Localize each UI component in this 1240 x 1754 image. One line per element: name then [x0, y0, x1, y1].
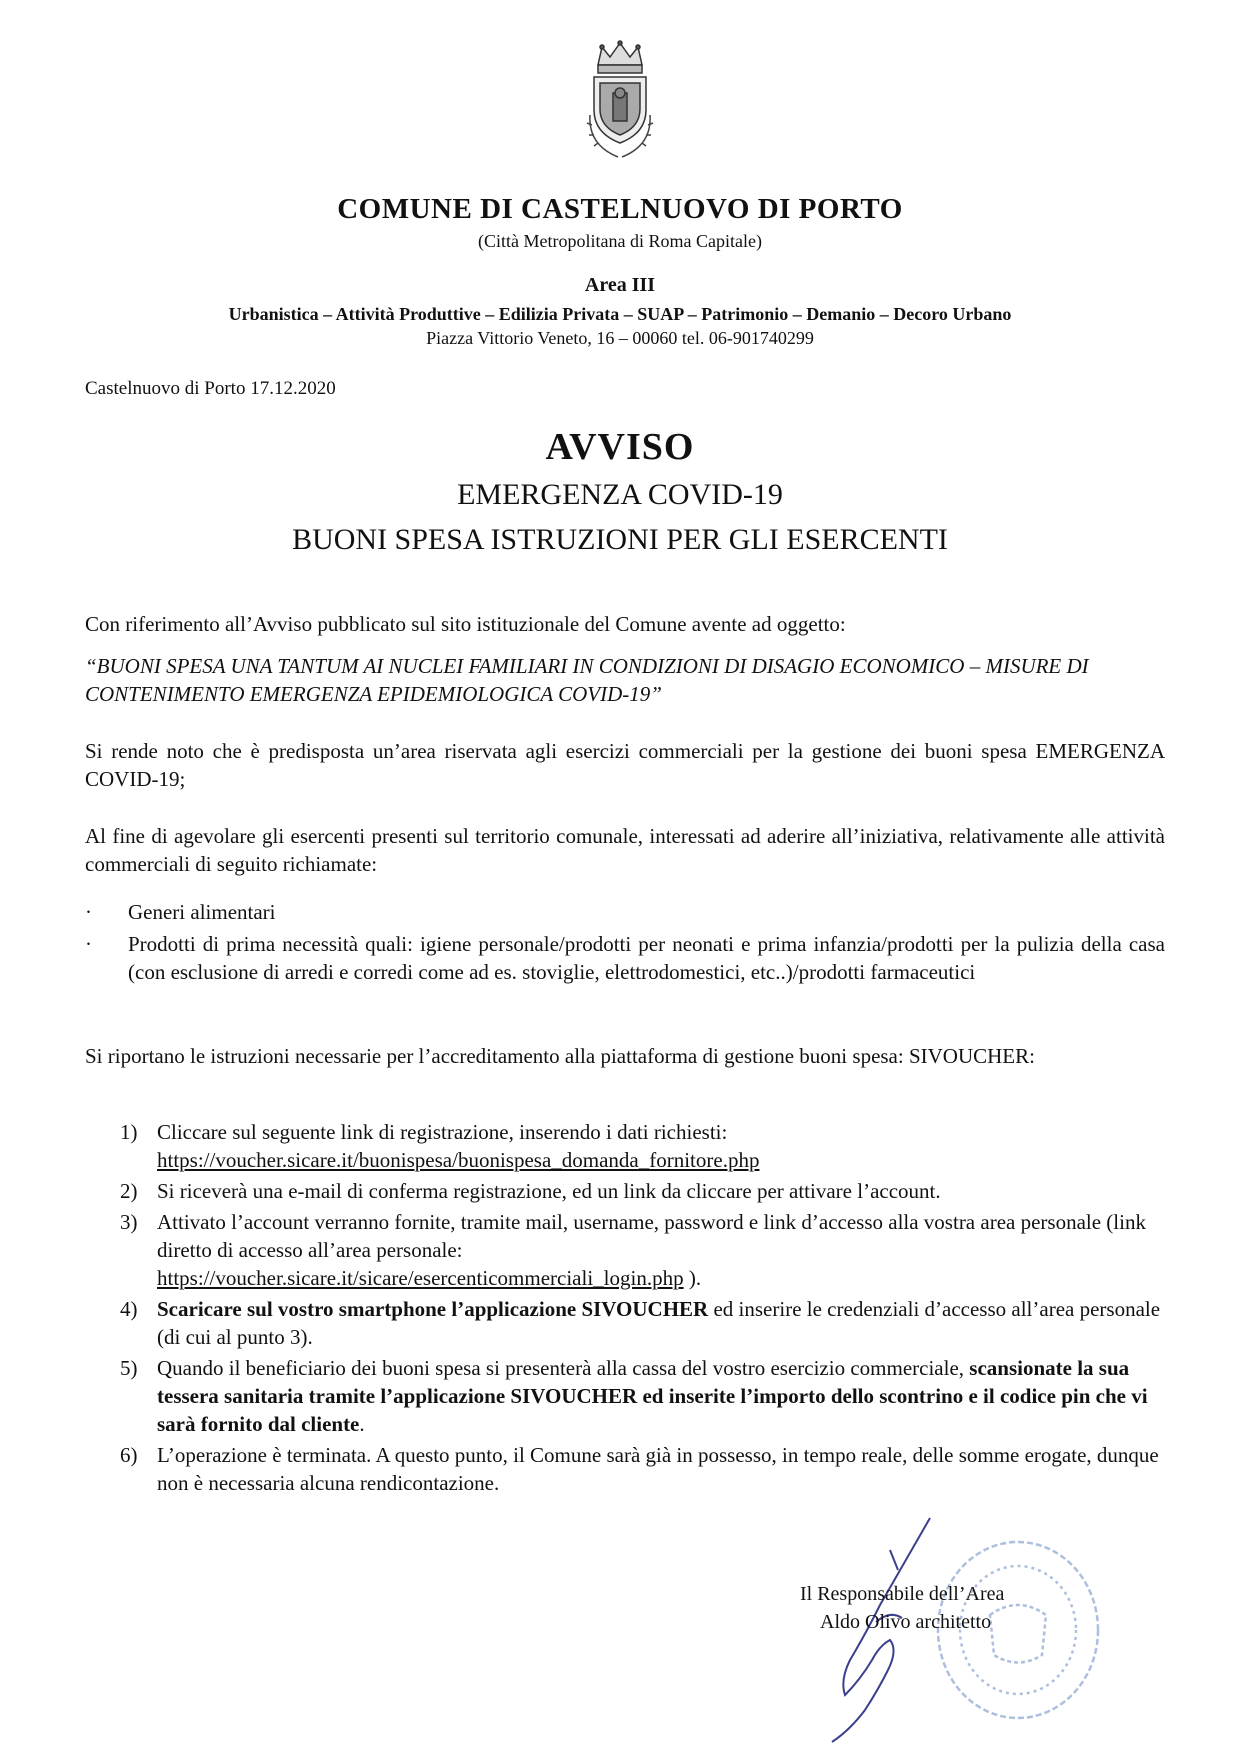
list-item: [85, 898, 1165, 926]
step-text-after: ).: [683, 1266, 702, 1290]
bullet-icon: ·: [85, 900, 92, 924]
step-text: Si riceverà una e-mail di conferma registrazione, ed un link da cliccare per attivare l’account.: [157, 1179, 941, 1203]
step-number: 2): [120, 1179, 138, 1203]
step-number: 3): [120, 1210, 138, 1234]
step-item: [120, 1208, 1165, 1292]
step-text: Attivato l’account verranno fornite, tramite mail, username, password e link d’accesso alla vostra area personale (link diretto di accesso all’area personale:: [157, 1210, 1146, 1262]
municipal-crest-icon: [580, 35, 660, 165]
intro-paragraph: Con riferimento all’Avviso pubblicato sul sito istituzionale del Comune avente ad oggetto:: [85, 612, 846, 636]
activities-paragraph: Al fine di agevolare gli esercenti presenti sul territorio comunale, interessati ad aderire all’iniziativa, relativamente alle attività commerciali di seguito richiamate:: [85, 824, 1165, 876]
notice-subtitle-1: EMERGENZA COVID-19: [457, 478, 783, 511]
notice-subtitle-2: BUONI SPESA ISTRUZIONI PER GLI ESERCENTI: [292, 523, 948, 556]
step-item: [120, 1354, 1165, 1438]
instructions-paragraph: Si riportano le istruzioni necessarie per l’accreditamento alla piattaforma di gestione buoni spesa: SIVOUCHER:: [85, 1044, 1035, 1068]
signatory-name: Aldo Olivo architetto: [820, 1611, 992, 1633]
step-number: 6): [120, 1443, 138, 1467]
document-date: Castelnuovo di Porto 17.12.2020: [85, 378, 336, 399]
step-item: [120, 1295, 1165, 1351]
area-address: Piazza Vittorio Veneto, 16 – 00060 tel. 06-901740299: [426, 328, 814, 348]
organization-subtitle: (Città Metropolitana di Roma Capitale): [478, 231, 762, 251]
step-text: ed inserire le credenziali d’accesso all’area personale (di cui al punto 3).: [157, 1297, 1161, 1349]
step-text-after: .: [359, 1412, 365, 1436]
step-text: Cliccare sul seguente link di registrazione, inserendo i dati richiesti:: [157, 1120, 728, 1144]
step-number: 4): [120, 1297, 138, 1321]
step-number: 1): [120, 1120, 138, 1144]
reserved-area-paragraph: Si rende noto che è predisposta un’area riservata agli esercizi commerciali per la gestione dei buoni spesa EMERGENZA COVID-19;: [85, 739, 1165, 791]
step-item: [120, 1177, 1165, 1205]
registration-link[interactable]: https://voucher.sicare.it/buonispesa/buonispesa_domanda_fornitore.php: [157, 1148, 760, 1172]
activities-list: [85, 898, 1165, 990]
step-text: L’operazione è terminata. A questo punto, il Comune sarà già in possesso, in tempo reale, delle somme erogate, dunque non è necessaria alcuna rendicontazione.: [157, 1443, 1159, 1495]
step-text: Quando il beneficiario dei buoni spesa si presenterà alla cassa del vostro esercizio commerciale,: [157, 1356, 965, 1380]
login-link[interactable]: https://voucher.sicare.it/sicare/esercenticommerciali_login.php: [157, 1266, 684, 1290]
organization-name: COMUNE DI CASTELNUOVO DI PORTO: [337, 193, 903, 225]
step-bold-text: scansionate la sua tessera sanitaria tramite l’applicazione SIVOUCHER ed inserite l’importo dello scontrino e il codice pin che vi sarà fornito dal cliente: [157, 1356, 1148, 1436]
step-item: [120, 1441, 1165, 1497]
list-item: [85, 930, 1165, 986]
step-bold-text: Scaricare sul vostro smartphone l’applicazione SIVOUCHER: [157, 1297, 709, 1321]
signatory-role: Il Responsabile dell’Area: [800, 1583, 1005, 1605]
list-item-text: Prodotti di prima necessità quali: igiene personale/prodotti per neonati e prima infanzia/prodotti per la pulizia della casa (con esclusione di arredi e corredi come ad es. stoviglie, elettrodomestici, etc..)/prodotti farmaceutici: [128, 932, 1165, 984]
subject-paragraph: “BUONI SPESA UNA TANTUM AI NUCLEI FAMILIARI IN CONDIZIONI DI DISAGIO ECONOMICO – MISURE DI CONTENIMENTO EMERGENZA EPIDEMIOLOGICA COVID-19”: [85, 654, 1089, 706]
area-departments: Urbanistica – Attività Produttive – Edilizia Privata – SUAP – Patrimonio – Demanio – Decoro Urbano: [228, 304, 1012, 324]
notice-title: AVVISO: [545, 426, 695, 468]
bullet-icon: ·: [85, 932, 92, 956]
list-item-text: Generi alimentari: [128, 900, 276, 924]
step-number: 5): [120, 1356, 138, 1380]
step-item: [120, 1118, 1165, 1174]
area-title: Area III: [584, 274, 656, 296]
instructions-steps: [120, 1118, 1165, 1500]
